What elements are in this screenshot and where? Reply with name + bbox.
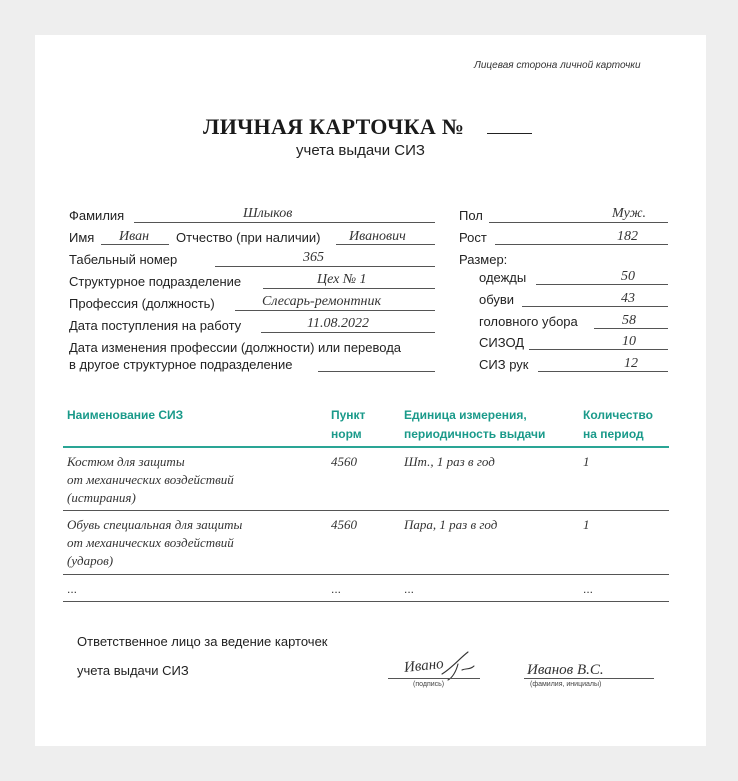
clothing-size-value: 50 [621,269,635,284]
col-header-unit-line2: периодичность выдачи [404,427,546,441]
row1-norm: 4560 [331,454,357,469]
size-label: Размер: [459,252,508,267]
headwear-size-label: головного убора [479,314,578,329]
card-subtitle: учета выдачи СИЗ [296,142,425,159]
headwear-size-value: 58 [622,313,636,328]
shoe-size-label: обуви [479,292,515,307]
col-header-norm-line2: норм [331,427,362,441]
shoe-size-value: 43 [621,291,635,306]
tabnum-label: Табельный номер [69,252,178,267]
rpe-size-line [529,349,668,350]
change-date-line [318,371,435,372]
tabnum-value: 365 [303,250,324,265]
col-header-qty-line1: Количество [583,408,653,422]
col-header-name: Наименование СИЗ [67,408,184,422]
rpe-size-label: СИЗОД [479,335,525,350]
dept-label: Структурное подразделение [69,274,242,289]
rpe-size-value: 10 [622,334,636,349]
height-value: 182 [617,229,638,244]
gloves-size-value: 12 [624,356,638,371]
patronymic-label: Отчество (при наличии) [176,230,321,245]
dept-value: Цех № 1 [317,272,367,287]
row1-qty: 1 [583,454,590,469]
name-value: Иван [119,229,150,244]
col-header-qty-line2: на период [583,427,644,441]
person-caption: (фамилия, инициалы) [530,681,602,688]
change-label-line2: в другое структурное подразделение [69,357,293,372]
col-header-unit-line1: Единица измерения, [404,408,527,422]
change-label-line1: Дата изменения профессии (должности) или перевода [69,340,402,355]
tabnum-line [215,266,435,267]
col-header-norm-line1: Пункт [331,408,366,422]
profession-label: Профессия (должность) [69,296,215,311]
row2-unit: Пара, 1 раз в год [404,517,498,532]
hire-date-label: Дата поступления на работу [69,318,242,333]
responsible-label-line1: Ответственное лицо за ведение карточек [77,634,328,649]
card-number-line [487,133,532,134]
profession-line [235,310,435,311]
responsible-label-line2: учета выдачи СИЗ [77,663,189,678]
hire-date-line [261,332,435,333]
gloves-size-line [538,371,668,372]
ellipsis-qty: ... [583,582,594,596]
surname-value: Шлыков [243,206,293,221]
gender-line [489,222,668,223]
table-bottom-rule [63,601,669,602]
signature-line [388,678,480,679]
row2-norm: 4560 [331,517,357,532]
height-label: Рост [459,230,487,245]
table-header-rule [63,446,669,448]
ellipsis-norm: ... [331,582,342,596]
gender-value: Муж. [612,206,647,221]
hire-date-value: 11.08.2022 [307,316,369,331]
row1-item-name: Костюм для защиты от механических воздействий (истирания) [67,454,234,505]
name-label: Имя [69,230,95,245]
signature-caption: (подпись) [413,681,445,688]
signature-text: Ивано [403,655,445,677]
row1-rule [63,510,669,511]
dept-line [263,288,435,289]
row1-unit: Шт., 1 раз в год [404,454,495,469]
card-side-caption: Лицевая сторона личной карточки [474,60,641,71]
signature-flourish-icon [438,648,478,682]
responsible-person-name: Иванов В.С. [527,662,604,678]
ellipsis-unit: ... [404,582,415,596]
person-line [524,678,654,679]
profession-value: Слесарь-ремонтник [262,294,382,309]
shoe-size-line [522,306,668,307]
gloves-size-label: СИЗ рук [479,357,529,372]
patronymic-value: Иванович [349,229,406,244]
height-line [495,244,668,245]
row2-qty: 1 [583,517,590,532]
clothing-size-line [536,284,668,285]
card-title: ЛИЧНАЯ КАРТОЧКА № [203,114,465,139]
gender-label: Пол [459,208,483,223]
clothing-size-label: одежды [479,270,527,285]
row2-rule [63,574,669,575]
surname-label: Фамилия [69,208,125,223]
row2-item-name: Обувь специальная для защиты от механических воздействий (ударов) [67,517,243,568]
surname-line [134,222,435,223]
ellipsis-name: ... [67,582,78,596]
